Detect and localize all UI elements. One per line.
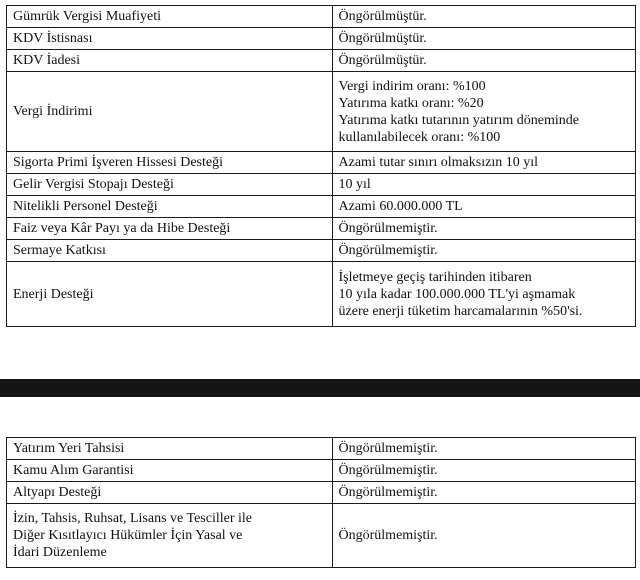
row-label: Sermaye Katkısı <box>7 240 333 262</box>
table-row <box>7 438 636 460</box>
row-value: Öngörülmüştür. <box>332 28 635 50</box>
row-label: Vergi İndirimi <box>7 72 333 152</box>
label-line: İzin, Tahsis, Ruhsat, Lisans ve Tesciller ile <box>13 511 252 526</box>
table-row <box>7 196 636 218</box>
value-line: Vergi indirim oranı: %100 <box>338 78 486 94</box>
table-row <box>7 152 636 174</box>
row-label: Enerji Desteği <box>7 262 333 327</box>
row-value: Öngörülmemiştir. <box>332 218 635 240</box>
label-line: Diğer Kısıtlayıcı Hükümler İçin Yasal ve <box>13 528 243 543</box>
table-row <box>7 218 636 240</box>
table-row <box>7 262 636 327</box>
row-value: Öngörülmemiştir. <box>332 438 635 460</box>
row-label: Gümrük Vergisi Muafiyeti <box>7 6 333 28</box>
label-line: İdari Düzenleme <box>13 545 107 560</box>
row-value: Öngörülmüştür. <box>332 6 635 28</box>
value-line: kullanılabilecek oranı: %100 <box>338 129 501 145</box>
row-value: Öngörülmüştür. <box>332 50 635 72</box>
table-row <box>7 28 636 50</box>
value-line: İşletmeye geçiş tarihinden itibaren <box>338 269 532 285</box>
row-value: Öngörülmemiştir. <box>332 460 635 482</box>
row-label: Gelir Vergisi Stopajı Desteği <box>7 174 333 196</box>
row-value: Azami tutar sınırı olmaksızın 10 yıl <box>332 152 635 174</box>
row-label: Altyapı Desteği <box>7 482 333 504</box>
row-value: Öngörülmemiştir. <box>332 240 635 262</box>
value-line: Yatırıma katkı tutarının yatırım döneminde <box>338 112 579 128</box>
value-line: Yatırıma katkı oranı: %20 <box>338 95 484 111</box>
row-value: Öngörülmemiştir. <box>332 482 635 504</box>
value-line: üzere enerji tüketim harcamalarının %50'si. <box>338 303 583 319</box>
row-value: Öngörülmemiştir. <box>332 504 635 568</box>
table-row <box>7 174 636 196</box>
row-label <box>7 504 333 568</box>
table-row <box>7 460 636 482</box>
page-break-band <box>0 379 640 397</box>
row-label: Kamu Alım Garantisi <box>7 460 333 482</box>
row-label: KDV İstisnası <box>7 28 333 50</box>
value-line: 10 yıla kadar 100.000.000 TL'yi aşmamak <box>338 286 576 302</box>
row-label: Nitelikli Personel Desteği <box>7 196 333 218</box>
row-value: 10 yıl <box>332 174 635 196</box>
row-value: Azami 60.000.000 TL <box>332 196 635 218</box>
row-label: Sigorta Primi İşveren Hissesi Desteği <box>7 152 333 174</box>
support-table-top <box>6 5 636 327</box>
table-row <box>7 72 636 152</box>
row-label: KDV İadesi <box>7 50 333 72</box>
row-value <box>332 262 635 327</box>
table-row <box>7 482 636 504</box>
row-label: Yatırım Yeri Tahsisi <box>7 438 333 460</box>
table-row <box>7 504 636 568</box>
table-row <box>7 6 636 28</box>
row-value <box>332 72 635 152</box>
table-row <box>7 240 636 262</box>
row-label: Faiz veya Kâr Payı ya da Hibe Desteği <box>7 218 333 240</box>
support-table-bottom <box>6 437 636 568</box>
table-row <box>7 50 636 72</box>
